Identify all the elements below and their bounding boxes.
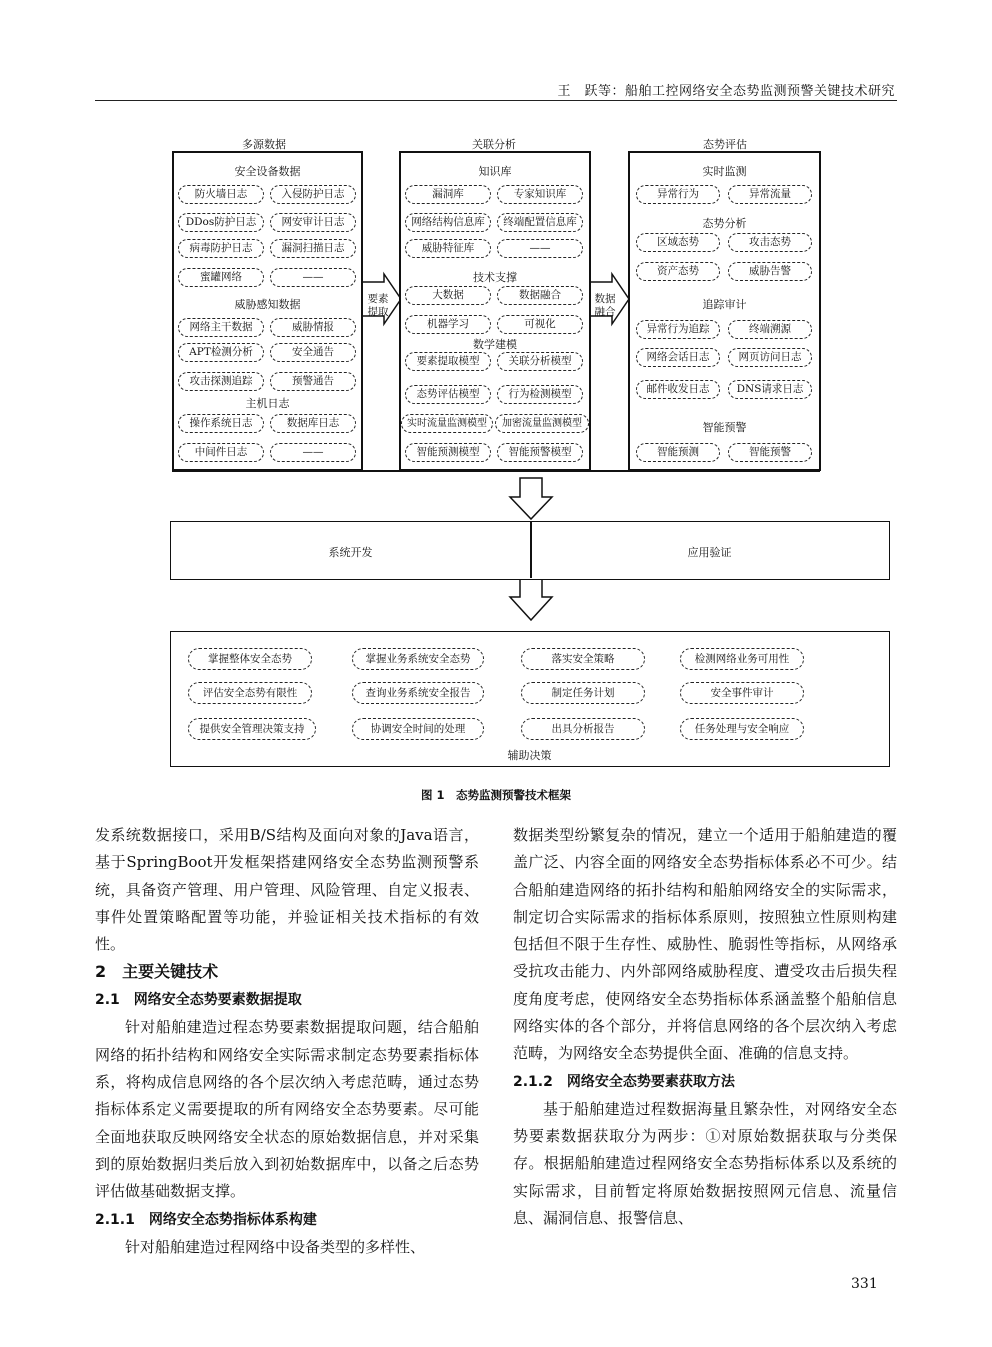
col1-item: 攻击探测追踪: [178, 372, 264, 391]
col3-item: 异常行为: [636, 185, 720, 204]
col3-item: 邮件收发日志: [636, 380, 720, 399]
col2-item: 威胁特征库: [405, 239, 491, 258]
col3-s2: 态势分析: [702, 217, 747, 230]
page-number: 331: [851, 1276, 878, 1292]
decision-item: 检测网络业务可用性: [680, 648, 804, 670]
col3-s4: 智能预警: [702, 421, 747, 434]
col3-item: 网页访问日志: [728, 348, 812, 367]
col2-item: 要素提取模型: [405, 352, 491, 371]
col1-panel: [172, 151, 363, 471]
col2-item: 可视化: [497, 315, 583, 334]
decision-item: 提供安全管理决策支持: [188, 718, 316, 740]
subsection-heading: 2.1 网络安全态势要素数据提取: [95, 992, 302, 1009]
paragraph: 针对船舶建造过程网络中设备类型的多样性、: [125, 1237, 426, 1256]
decision-item: 落实安全策略: [521, 648, 645, 670]
col1-item: 预警通告: [270, 372, 356, 391]
running-title: 王 跃等：船舶工控网络安全态势监测预警关键技术研究: [557, 84, 895, 99]
col2-item: 智能预警模型: [497, 443, 583, 462]
col3-item: 区域态势: [636, 233, 720, 252]
col1-item: 中间件日志: [178, 443, 264, 462]
subsubsection-heading: 2.1.1 网络安全态势指标体系构建: [95, 1211, 317, 1228]
decision-item: 制定任务计划: [521, 682, 645, 704]
middle-box: [170, 521, 890, 580]
col1-item: APT检测分析: [178, 343, 264, 362]
col2-item: 专家知识库: [497, 185, 583, 204]
col3-item: 威胁告警: [728, 262, 812, 281]
paragraph: 基于船舶建造过程数据海量且繁杂性，对网络安全态势要素数据获取分为两步：①对原始数据获取与分类保存。根据船舶建造过程网络安全态势指标体系以及系统的实际需求，目前暂定将原始数据按照网元信息、流量信息、漏洞信息、报警信息、: [513, 1099, 897, 1227]
col3-s1: 实时监测: [702, 165, 747, 178]
col2-item: 智能预测模型: [405, 443, 491, 462]
col1-item: 防火墙日志: [178, 185, 264, 204]
col3-title: 态势评估: [703, 138, 747, 151]
col1-item: 漏洞扫描日志: [270, 239, 356, 258]
col2-item: 漏洞库: [405, 185, 491, 204]
col2-item: ——: [497, 239, 583, 258]
col1-s2: 威胁感知数据: [234, 298, 301, 311]
col2-item: 实时流量监测模型: [401, 414, 493, 433]
col2-item: 大数据: [405, 286, 491, 305]
middle-right: 应用验证: [687, 546, 732, 559]
col2-item: 机器学习: [405, 315, 491, 334]
col3-item: DNS请求日志: [728, 380, 812, 399]
decision-item: 任务处理与安全响应: [680, 718, 804, 740]
arrow1-label: 要素提取: [367, 293, 389, 318]
arrow-down-2: [510, 577, 552, 620]
col1-s3: 主机日志: [245, 397, 290, 410]
col1-item: 威胁情报: [270, 318, 356, 337]
col2-item: 加密流量监测模型: [495, 414, 589, 433]
col2-item: 终端配置信息库: [497, 213, 583, 232]
subsubsection-heading: 2.1.2 网络安全态势要素获取方法: [513, 1073, 735, 1090]
col2-s3: 数学建模: [473, 338, 517, 351]
middle-left: 系统开发: [328, 546, 373, 559]
col3-item: 攻击态势: [728, 233, 812, 252]
section-heading: 2 主要关键技术: [95, 962, 219, 982]
col2-item: 网络结构信息库: [405, 213, 491, 232]
decision-item: 出具分析报告: [521, 718, 645, 740]
col3-item: 终端溯源: [728, 320, 812, 339]
col3-s3: 追踪审计: [702, 298, 747, 311]
col3-item: 智能预测: [636, 443, 720, 462]
col1-s1: 安全设备数据: [234, 165, 301, 178]
right-column: [513, 822, 897, 1232]
figure-caption: 图 1 态势监测预警技术框架: [420, 788, 571, 802]
bottom-box: [170, 631, 890, 767]
col2-s2: 技术支撑: [473, 271, 517, 284]
col2-item: 数据融合: [497, 286, 583, 305]
col2-panel: [399, 151, 591, 471]
paragraph: 针对船舶建造过程态势要素数据提取问题，结合船舶网络的拓扑结构和网络安全实际需求制定态势要素指标体系，将构成信息网络的各个层次纳入考虑范畴，通过态势指标体系定义需要提取的所有网络安全态势要素。尽可能全面地获取反映网络安全状态的原始数据信息，并对采集到的原始数据归类后放入到初始数据库中，以备之后态势评估做基础数据支撑。: [95, 1018, 479, 1201]
col3-item: 网络会话日志: [636, 348, 720, 367]
arrow2-label: 数据融合: [594, 293, 616, 318]
col1-item: DDos防护日志: [178, 213, 264, 232]
arrow-down-1: [510, 478, 552, 519]
col1-item: 网络主干数据: [178, 318, 264, 337]
col3-item: 智能预警: [728, 443, 812, 462]
paragraph: 发系统数据接口，采用B/S结构及面向对象的Java语言，基于SpringBoot开发框架搭建网络安全态势监测预警系统，具备资产管理、用户管理、风险管理、自定义报表、事件处置策略配置等功能，并验证相关技术指标的有效性。: [95, 826, 479, 954]
col1-item: 数据库日志: [270, 414, 356, 433]
col2-item: 关联分析模型: [497, 352, 583, 371]
left-column: [95, 822, 479, 1261]
col1-item: 安全通告: [270, 343, 356, 362]
col1-item: 入侵防护日志: [270, 185, 356, 204]
col2-item: 行为检测模型: [497, 385, 583, 404]
col3-panel: [628, 151, 821, 471]
col3-item: 异常流量: [728, 185, 812, 204]
col3-item: 资产态势: [636, 262, 720, 281]
decision-item: 安全事件审计: [680, 682, 804, 704]
decision-item: 协调安全时间的处理: [352, 718, 484, 740]
col2-s1: 知识库: [478, 165, 512, 178]
col1-item: 操作系统日志: [178, 414, 264, 433]
col1-item: ——: [270, 268, 356, 287]
decision-item: 掌握业务系统安全态势: [352, 648, 484, 670]
col2-item: 态势评估模型: [405, 385, 491, 404]
col2-title: 关联分析: [472, 138, 516, 151]
col1-item: 蜜罐网络: [178, 268, 264, 287]
col1-item: 网安审计日志: [270, 213, 356, 232]
col1-item: 病毒防护日志: [178, 239, 264, 258]
decision-item: 评估安全态势有限性: [188, 682, 312, 704]
paragraph: 数据类型纷繁复杂的情况，建立一个适用于船舶建造的覆盖广泛、内容全面的网络安全态势指标体系必不可少。结合船舶建造网络的拓扑结构和船舶网络安全的实际需求，制定切合实际需求的指标体系原则，按照独立性原则构建包括但不限于生存性、威胁性、脆弱性等指标，从网络承受抗攻击能力、内外部网络威胁程度、遭受攻击后损失程度角度考虑，使网络安全态势指标体系涵盖整个船舶信息网络实体的各个部分，并将信息网络的各个层次纳入考虑范畴，为网络安全态势提供全面、准确的信息支持。: [513, 826, 897, 1063]
decision-item: 查询业务系统安全报告: [352, 682, 484, 704]
col1-item: ——: [270, 443, 356, 462]
col3-item: 异常行为追踪: [636, 320, 720, 339]
bottom-label: 辅助决策: [507, 749, 552, 762]
decision-item: 掌握整体安全态势: [188, 648, 312, 670]
col1-title: 多源数据: [242, 138, 286, 151]
